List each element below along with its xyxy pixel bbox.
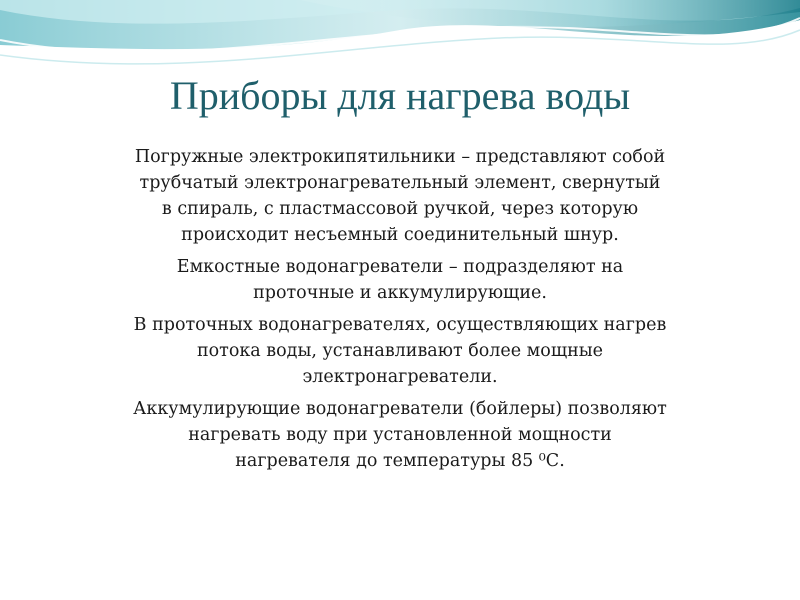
text-line: трубчатый электронагревательный элемент, свернутый bbox=[139, 173, 661, 193]
text-line: нагревать воду при установленной мощности bbox=[188, 425, 612, 445]
text-line: в спираль, с пластмассовой ручкой, через которую bbox=[161, 199, 639, 219]
paragraph-immersion-heaters bbox=[40, 144, 760, 248]
text-line: В проточных водонагревателях, осуществляющих нагрев bbox=[133, 315, 667, 335]
paragraph-boilers bbox=[40, 396, 760, 474]
text-line: нагревателя до температуры 85 ⁰С. bbox=[235, 451, 565, 471]
paragraph-flow-heaters bbox=[40, 312, 760, 390]
text-line: Погружные электрокипятильники – представляют собой bbox=[134, 147, 666, 167]
text-line: потока воды, устанавливают более мощные bbox=[196, 341, 604, 361]
text-line: происходит несъемный соединительный шнур. bbox=[181, 225, 619, 245]
slide-title: Приборы для нагрева воды bbox=[169, 73, 631, 118]
text-line: электронагреватели. bbox=[302, 367, 498, 387]
text-line: проточные и аккумулирующие. bbox=[253, 283, 547, 303]
text-line: Аккумулирующие водонагреватели (бойлеры) позволяют bbox=[133, 399, 667, 419]
paragraph-storage-heaters bbox=[40, 254, 760, 306]
text-line: Емкостные водонагреватели – подразделяют на bbox=[176, 257, 624, 277]
slide-body bbox=[40, 144, 760, 480]
